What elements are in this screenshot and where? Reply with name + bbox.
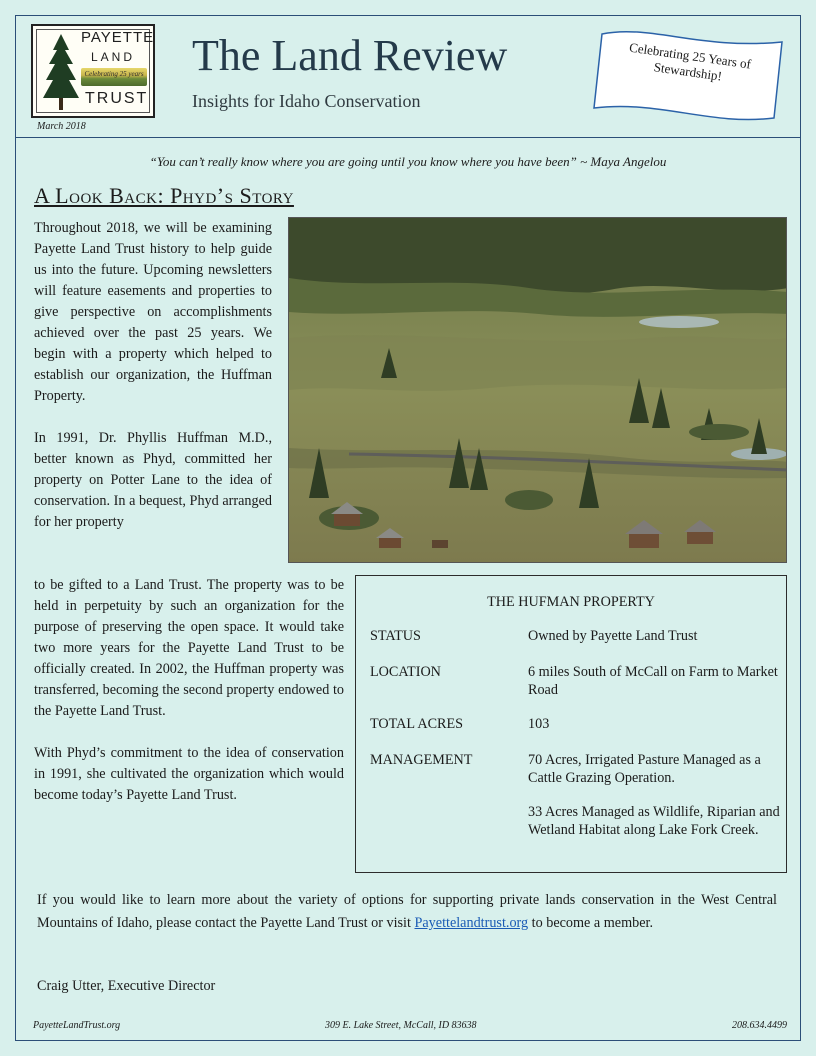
opening-quote: “You can’t really know where you are going until you know where you have been” ~ Maya Angelou <box>149 154 667 169</box>
property-info-box <box>355 575 787 873</box>
payette-land-trust-logo <box>31 24 155 118</box>
property-value: 33 Acres Managed as Wildlife, Riparian and Wetland Habitat along Lake Fork Creek. <box>528 804 780 838</box>
newsletter-title: The Land Review <box>192 31 508 80</box>
logo-tagline: Celebrating 25 years <box>84 70 144 78</box>
property-label: STATUS <box>370 628 421 644</box>
article-paragraph-1: Throughout 2018, we will be examining Payette Land Trust history to help guide us into the future. Upcoming newsletters will feature easements and properties to give perspective on accomplishments achieved over the past 25 years. We begin with a property which helped to establish our organization, the Huffman Property. <box>34 220 272 404</box>
property-box-title: THE HUFMAN PROPERTY <box>487 594 655 610</box>
footer-website: PayetteLandTrust.org <box>33 1020 121 1031</box>
article-column-lower <box>34 575 344 806</box>
footer-phone: 208.634.4499 <box>732 1020 787 1031</box>
header-divider <box>15 137 801 138</box>
article-paragraph-2-end: to be gifted to a Land Trust. The property was to be held in perpetuity by such an organization for the purpose of preserving the open space. It would take two more years for the Payette Land Trust to be officially created. In 2002, the Huffman property was transferred, becoming the second property endowed to the Payette Land Trust. <box>34 577 344 719</box>
closing-text-end: to become a member. <box>528 915 653 931</box>
article-paragraph-3: With Phyd’s commitment to the idea of conservation in 1991, she cultivated the organization which would become today’s Payette Land Trust. <box>34 745 344 803</box>
signature: Craig Utter, Executive Director <box>37 978 216 994</box>
article-column-upper <box>34 218 272 533</box>
property-label: LOCATION <box>370 664 441 680</box>
pine-tree-icon <box>41 32 81 112</box>
huffman-property-photo <box>288 217 787 563</box>
article-heading: A Look Back: Phyd’s Story <box>34 183 294 208</box>
footer-address: 309 E. Lake Street, McCall, ID 83638 <box>325 1020 477 1031</box>
logo-text-payette: PAYETTE <box>81 29 155 46</box>
anniversary-banner-text: Celebrating 25 Years of Stewardship! <box>628 39 753 84</box>
closing-paragraph <box>37 889 777 935</box>
property-value: 70 Acres, Irrigated Pasture Managed as a Cattle Grazing Operation. <box>528 752 761 786</box>
newsletter-subtitle: Insights for Idaho Conservation <box>192 91 421 111</box>
property-label: MANAGEMENT <box>370 752 473 768</box>
landscape-image <box>289 218 787 563</box>
property-value: 103 <box>528 716 550 732</box>
property-value: Owned by Payette Land Trust <box>528 628 698 644</box>
article-paragraph-2-start: In 1991, Dr. Phyllis Huffman M.D., better known as Phyd, committed her property on Potter Lane to the idea of conservation. In a bequest, Phyd arranged for her property <box>34 430 272 530</box>
issue-date: March 2018 <box>37 121 86 132</box>
logo-text-trust: TRUST <box>85 90 149 107</box>
logo-text-land: LAND <box>91 50 136 64</box>
website-link[interactable]: Payettelandtrust.org <box>414 915 529 931</box>
closing-text: If you would like to learn more about the variety of options for supporting private lands conservation in the West Central Mountains of Idaho, please contact the Payette Land Trust or visit <box>37 892 777 931</box>
property-value: 6 miles South of McCall on Farm to Market Road <box>528 664 778 698</box>
property-label: TOTAL ACRES <box>370 716 464 732</box>
